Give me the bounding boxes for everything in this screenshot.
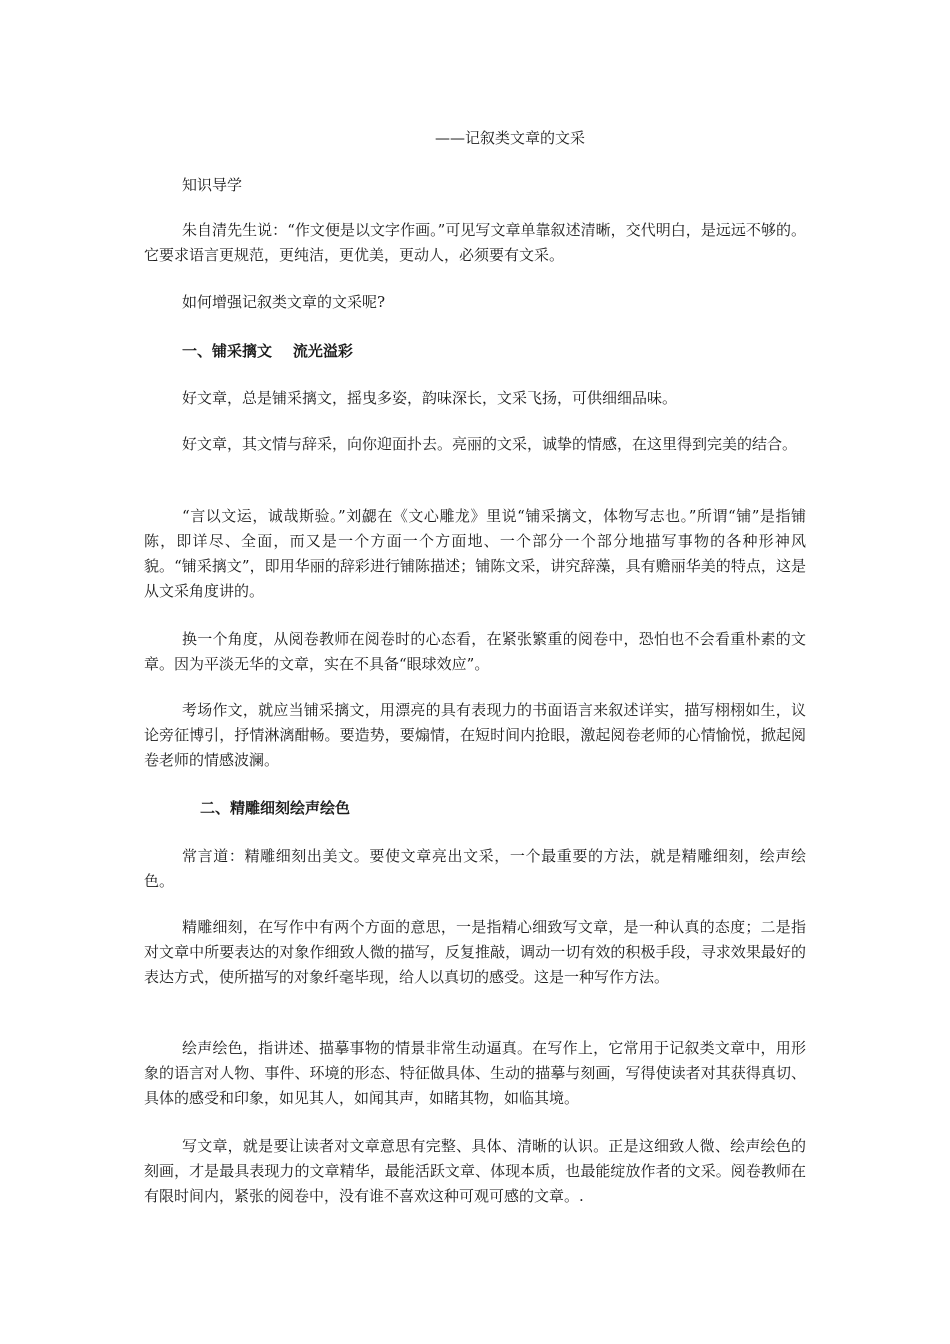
paragraph-11: 写文章，就是要让读者对文章意思有完整、具体、清晰的认识。正是这细致人微、绘声绘色的刻画，才是最具表现力的文章精华，最能活跃文章、体现本质，也最能绽放作者的文采。阅卷教师在有限时间内，紧张的阅卷中，没有谁不喜欢这种可观可感的文章。. (144, 1137, 806, 1205)
paragraph-8: 常言道：精雕细刻出美文。要使文章亮出文采，一个最重要的方法，就是精雕细刻，绘声绘色。 (144, 847, 806, 890)
paragraph-1: 朱自清先生说：“作文便是以文字作画。”可见写文章单靠叙述清晰，交代明白，是远远不够的。它要求语言更规范，更纯洁，更优美，更动人，必须要有文采。 (144, 221, 806, 264)
paragraph-9: 精雕细刻，在写作中有两个方面的意思，一是指精心细致写文章，是一种认真的态度；二是指对文章中所要表达的对象作细致人微的描写，反复推敲，调动一切有效的积极手段，寻求效果最好的表达方式，使所描写的对象纤毫毕现，给人以真切的感受。这是一种写作方法。 (144, 918, 806, 986)
paragraph-5: “言以文运，诚哉斯验。”刘勰在《文心雕龙》里说“铺采摛文，体物写志也。”所谓“铺”是指铺陈，即详尽、全面，而又是一个方面一个方面地、一个部分一个部分地描写事物的各种形神风貌。“铺采摛文”，即用华丽的辞彩进行铺陈描述；铺陈文采，讲究辞藻，具有赡丽华美的特点，这是从文采角度讲的。 (144, 507, 806, 600)
section-heading-2: 二、精雕细刻绘声绘色 (200, 799, 351, 817)
paragraph-6: 换一个角度，从阅卷教师在阅卷时的心态看，在紧张繁重的阅卷中，恐怕也不会看重朴素的文章。因为平淡无华的文章，实在不具备“眼球效应”。 (144, 630, 806, 673)
paragraph-7: 考场作文，就应当铺采摛文，用漂亮的具有表现力的书面语言来叙述详实，描写栩栩如生，议论旁征博引，抒情淋漓酣畅。要造势，要煽情，在短时间内抢眼，激起阅卷老师的心情愉悦，掀起阅卷老师的情感波澜。 (144, 701, 806, 769)
paragraph-3: 好文章，总是铺采摛文，摇曳多姿，韵味深长，文采飞扬，可供细细品味。 (182, 389, 678, 407)
section-heading-1: 一、铺采摛文 流光溢彩 (182, 342, 353, 360)
paragraph-2: 如何增强记叙类文章的文采呢? (182, 293, 386, 311)
paragraph-10: 绘声绘色，指讲述、描摹事物的情景非常生动逼真。在写作上，它常用于记叙类文章中，用形象的语言对人物、事件、环境的形态、特征做具体、生动的描摹与刻画，写得使读者对其获得真切、具体的感受和印象，如见其人，如闻其声，如睹其物，如临其境。 (144, 1039, 806, 1107)
subtitle: ——记叙类文章的文采 (434, 129, 585, 147)
paragraph-4: 好文章，其文情与辞采，向你迎面扑去。亮丽的文采，诚挚的情感，在这里得到完美的结合。 (182, 435, 798, 453)
intro-heading: 知识导学 (182, 176, 243, 194)
